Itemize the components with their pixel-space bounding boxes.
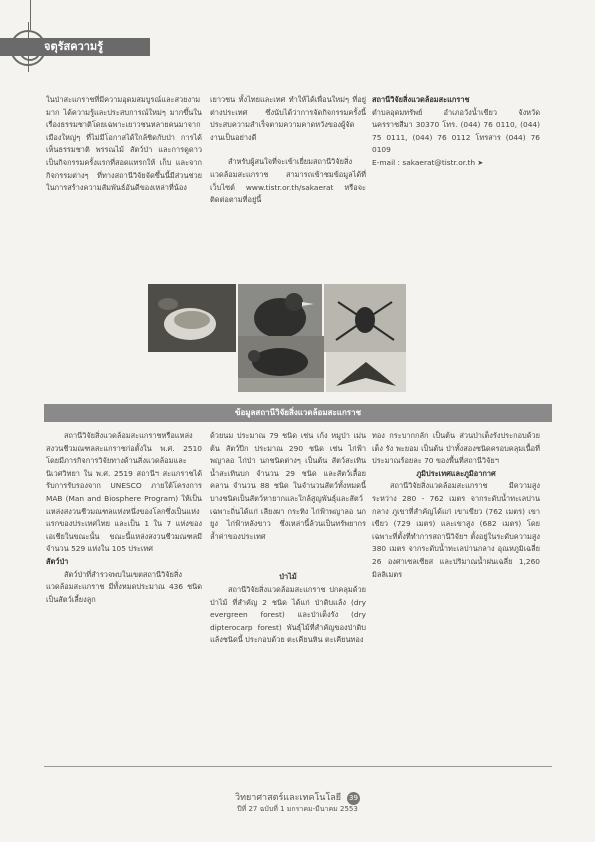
arrow-icon: ➤ — [477, 158, 484, 167]
top-column-1 — [46, 94, 202, 195]
moth-photo — [326, 352, 406, 392]
bottom-col1-body: สัตว์ป่าที่สำรวจพบในเขตสถานีวิจัยสิ่งแวดล้อมสะแกราช มีทั้งหมดประมาณ 436 ชนิด เป็นสัตว์เลี้ยงลูก — [46, 569, 202, 604]
bottom-divider — [44, 766, 552, 767]
header-rule — [30, 0, 31, 30]
contact-email[interactable]: E-mail : sakaerat@tistr.or.th — [372, 157, 476, 167]
pheasant-photo — [238, 336, 324, 392]
contact-address: ตำบลอุดมทรัพย์ อำเภอวังน้ำเขียว จังหวัดนครราชสีมา 30370 โทร. (044) 76 0110, (044) 75 0111, (044) 76 0112 โทรสาร (044) 76 0109 — [372, 107, 540, 155]
bottom-column-3 — [372, 430, 540, 581]
bottom-column-1 — [46, 430, 202, 606]
top-column-3 — [372, 94, 540, 170]
top-column-2 — [210, 94, 366, 207]
bottom-col3-body: ทอง กระบากกลัก เป็นต้น ส่วนป่าเต็งรังประกอบด้วยเต็ง รัง พะยอม เป็นต้น ป่าทั้งสองชนิดครอบคลุมเนื้อที่ประมาณร้อยละ 70 ของพื้นที่สถานีวิจัยฯ — [372, 431, 540, 466]
footer-magazine — [0, 790, 595, 805]
fungus-image — [148, 284, 236, 352]
forest-heading: ป่าไม้ — [279, 572, 297, 582]
terrain-heading: ภูมิประเทศและภูมิอากาศ — [416, 468, 496, 478]
contact-email-line — [372, 157, 540, 170]
section-title-bar: ข้อมูลสถานีวิจัยสิ่งแวดล้อมสะแกราช — [44, 404, 552, 422]
page-number: 39 — [347, 792, 360, 805]
bottom-col3-body2: สถานีวิจัยสิ่งแวดล้อมสะแกราช มีความสูงระหว่าง 280 - 762 เมตร จากระดับน้ำทะเลปานกลาง ภูเขาที่สำคัญได้แก่ เขาเขียว (762 เมตร) เขาเขียว (729 เมตร) และเขาสูง (682 เมตร) โดยเฉพาะที่ตั้งที่ทำการสถานีวิจัยฯ ตั้งอยู่ในระดับความสูง 380 เมตร จากระดับน้ำทะเลปานกลาง อุณหภูมิเฉลี่ย 26 องศาเซลเซียส และปริมาณน้ำฝนเฉลี่ย 1,260 มิลลิเมตร — [372, 481, 540, 579]
spider-photo — [324, 284, 406, 352]
bottom-column-2 — [210, 430, 366, 647]
top-col1-text: ในป่าสะแกราชที่มีความอุดมสมบูรณ์และสวยงามมาก ได้ความรู้และประสบการณ์ใหม่ๆ มากขึ้นในเรื่องธรรมชาติโดยเฉพาะเยาวชนหลายคนมาจากเมืองใหญ่ๆ ที่ไม่มีโอกาสได้ใกล้ชิดกับป่า การได้เห็นธรรมชาติ พรรณไม้ สัตว์ป่า และการดูดาว เป็นกิจกรรมครั้งแรกที่สอดแทรกให้ เก็บ และจากกิจกรรมต่างๆ ที่ทางสถานีวิจัยจัดขึ้นนี้มีส่วนช่วยในการสร้างความสัมพันธ์อันดีของเหล่าที่น้อง — [46, 95, 202, 193]
bottom-col2-body2: สถานีวิจัยสิ่งแวดล้อมสะแกราช ปกคลุมด้วยป่าไม้ ที่สำคัญ 2 ชนิด ได้แก่ ป่าดิบแล้ง (dry evergreen forest) และป่าเต็งรัง (dry dipterocarp forest) พันธุ์ไม้ที่สำคัญของป่าดิบแล้งชนิดนี้ ประกอบด้วย ตะเคียนหิน ตะเคียนทอง — [210, 584, 366, 645]
top-col2-text-b: สำหรับผู้สนใจที่จะเข้าเยี่ยมสถานีวิจัยสิ่งแวดล้อมสะแกราช สามารถเข้าชมข้อมูลได้ที่เว็บไซต์ www.tistr.or.th/sakaerat หรือจะติดต่อตามที่อยู่นี้ — [210, 157, 366, 205]
photo-collage — [148, 284, 406, 392]
spider-image — [324, 284, 406, 352]
magazine-name: วิทยาศาสตร์และเทคโนโลยี — [235, 793, 342, 803]
fungus-photo — [148, 284, 236, 352]
logo-crosshair-v — [28, 22, 29, 72]
section-header-title: จตุรัสความรู้ — [44, 40, 104, 53]
top-col2-text-a: เยาวชน ทั้งไทยและเทศ ทำให้ได้เพื่อนใหม่ๆ ที่อยู่ต่างประเทศ ซึ่งนับได้ว่าการจัดกิจกรรมครั้งนี้ประสบความสำเร็จตามความคาดหวังของผู้จัดงานเป็นอย่างดี — [210, 95, 366, 142]
pheasant-image — [238, 336, 324, 392]
moth-image — [326, 352, 406, 392]
wildlife-heading: สัตว์ป่า — [46, 556, 69, 566]
footer-issue: ปีที่ 27 ฉบับที่ 1 มกราคม-มีนาคม 2553 — [237, 805, 358, 813]
contact-title: สถานีวิจัยสิ่งแวดล้อมสะแกราช — [372, 95, 470, 104]
bottom-col2-body: ด้วยนม ประมาณ 79 ชนิด เช่น เก้ง หมูป่า เม่นต้น สัตว์ปีก ประมาณ 290 ชนิด เช่น ไก่ฟ้าพญาลอ ไก่ป่า นกชนิดต่างๆ เป็นต้น สัตว์สะเทินน้ำสะเทินบก จำนวน 29 ชนิด และสัตว์เลื้อยคลาน จำนวน 88 ชนิด ในจำนวนสัตว์ทั้งหมดนี้ บางชนิดเป็นสัตว์หายากและใกล้สูญพันธุ์และสัตว์เฉพาะถิ่นได้แก่ เลียงผา กระทิง ไก่ฟ้าพญาลอ นกยูง ไก่ฟ้าหลังขาว ซึ่งเหล่านี้ล้วนเป็นทรัพยากรล้ำค่าของประเทศ — [210, 431, 366, 541]
bottom-col1-intro: สถานีวิจัยสิ่งแวดล้อมสะแกราชหรือแหล่งสงวนชีวมณฑลสะแกราชก่อตั้งใน พ.ศ. 2510 โดยมีภารกิจการวิจัยทางด้านสิ่งแวดล้อมและนิเวศวิทยา ใน พ.ศ. 2519 สถานีฯ สะแกราชได้รับการรับรองจาก UNESCO ภายใต้โครงการ MAB (Man and Biosphere Program) ให้เป็นแหล่งสงวนชีวมณฑลแห่งหนึ่งของโลกซึ่งเป็นแห่งแรกของประเทศไทย และเป็น 1 ใน 7 แห่งของเอเชียในขณะนั้น ขณะนี้แหล่งสงวนชีวมณฑลมีจำนวน 529 แห่งใน 105 ประเทศ — [46, 431, 202, 554]
